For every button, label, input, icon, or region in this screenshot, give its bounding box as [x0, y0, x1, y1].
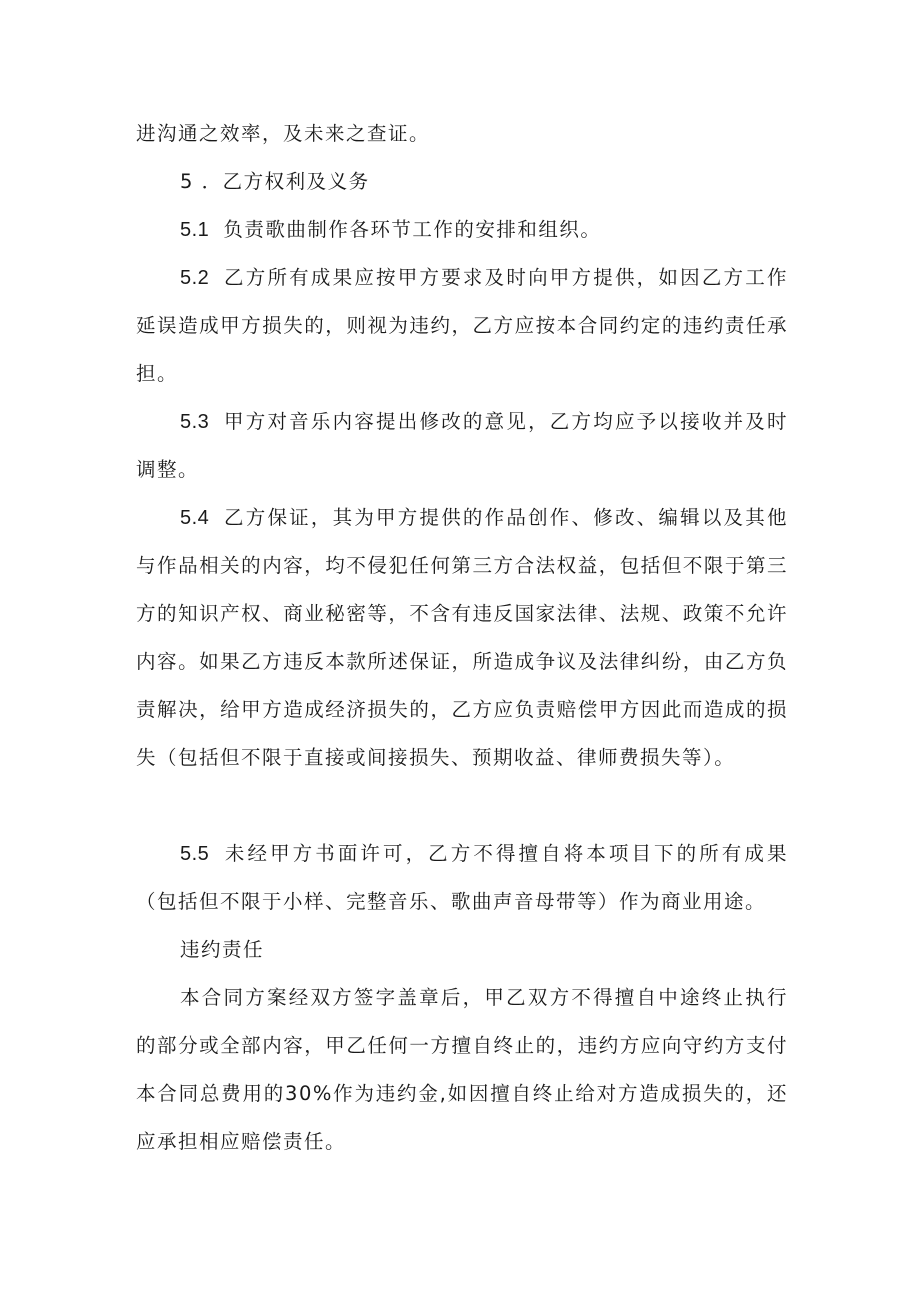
section-heading-party-b-rights: 5 ．乙方权利及义务	[180, 170, 370, 193]
clause-5-3	[136, 398, 788, 494]
clause-5-5	[136, 830, 788, 926]
clause-5-4	[136, 494, 788, 782]
clause-text: 甲方对音乐内容提出修改的意见，乙方均应予以接收并及时调整。	[136, 410, 788, 481]
section-heading-breach: 违约责任	[180, 938, 265, 961]
clause-number: 5.5	[180, 843, 210, 865]
breach-paragraph: 本合同方案经双方签字盖章后，甲乙双方不得擅自中途终止执行的部分或全部内容，甲乙任何一方擅自终止的，违约方应向守约方支付本合同总费用的30%作为违约金,如因擅自终止给对方造成损失的，还应承担相应赔偿责任。	[136, 986, 788, 1153]
clause-text: 乙方保证，其为甲方提供的作品创作、修改、编辑以及其他与作品相关的内容，均不侵犯任何第三方合法权益，包括但不限于第三方的知识产权、商业秘密等，不含有违反国家法律、法规、政策不允许内容。如果乙方违反本款所述保证，所造成争议及法律纠纷，由乙方负责解决，给甲方造成经济损失的，乙方应负责赔偿甲方因此而造成的损失（包括但不限于直接或间接损失、预期收益、律师费损失等）。	[136, 506, 788, 769]
clause-number: 5.4	[180, 507, 210, 529]
clause-5-1	[136, 206, 788, 254]
clause-text: 未经甲方书面许可，乙方不得擅自将本项目下的所有成果（包括但不限于小样、完整音乐、歌曲声音母带等）作为商业用途。	[136, 842, 788, 913]
clause-number: 5.3	[180, 411, 210, 433]
clause-5-2	[136, 254, 788, 398]
paragraph-continuation: 进沟通之效率，及未来之查证。	[136, 122, 431, 145]
clause-number: 5.1	[180, 219, 210, 241]
clause-text: 乙方所有成果应按甲方要求及时向甲方提供，如因乙方工作延误造成甲方损失的，则视为违约，乙方应按本合同约定的违约责任承担。	[136, 266, 788, 385]
clause-text: 负责歌曲制作各环节工作的安排和组织。	[223, 218, 602, 241]
clause-number: 5.2	[180, 267, 210, 289]
